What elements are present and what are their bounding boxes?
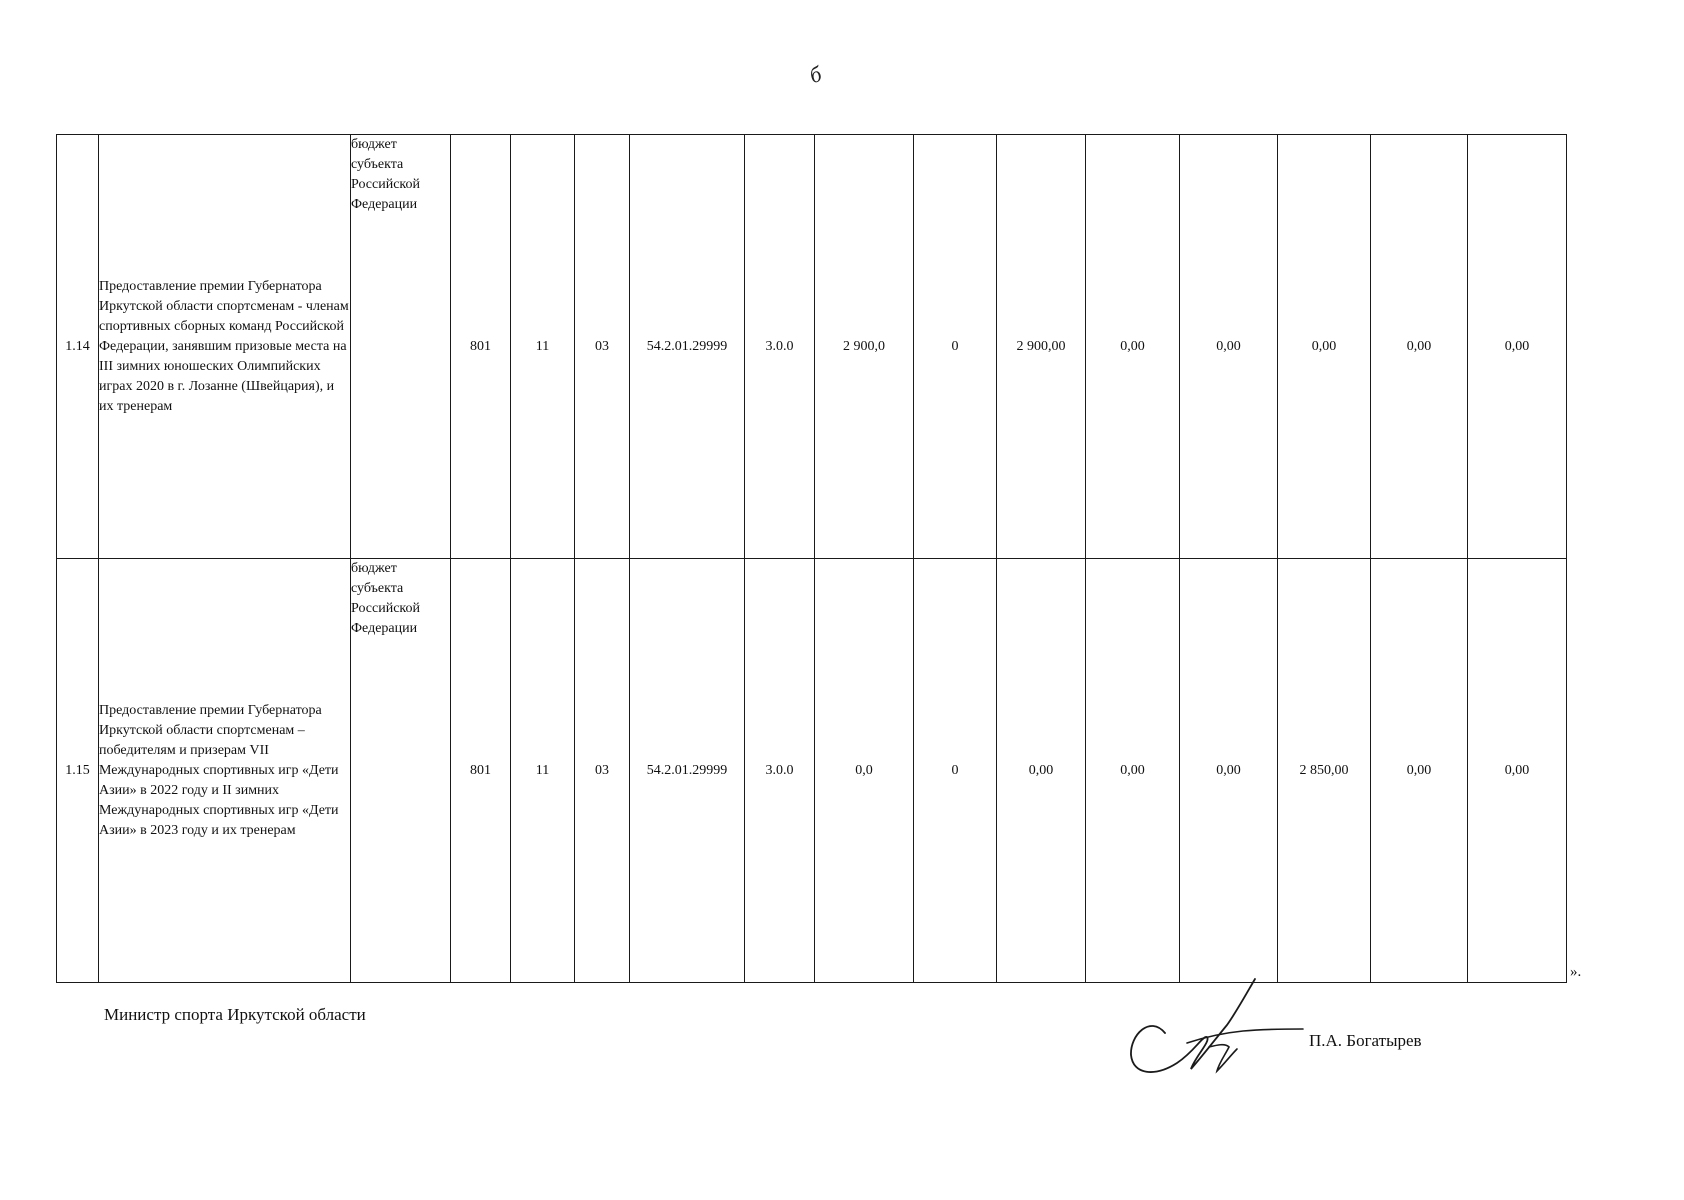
amount-cell: 2 900,0 — [815, 135, 914, 559]
row-number: 1.14 — [57, 135, 99, 559]
amount-cell: 0,00 — [1180, 135, 1278, 559]
amount-cell: 0,00 — [1086, 559, 1180, 983]
amount-cell: 2 900,00 — [997, 135, 1086, 559]
amount-cell: 0,00 — [997, 559, 1086, 983]
amount-cell: 0,00 — [1086, 135, 1180, 559]
amount-cell: 0,00 — [1371, 559, 1468, 983]
amount-cell: 0,00 — [1468, 559, 1567, 983]
amount-cell: 0,00 — [1468, 135, 1567, 559]
amount-cell: 0 — [914, 135, 997, 559]
grbs-code: 801 — [451, 559, 511, 983]
section-code: 11 — [511, 135, 575, 559]
amount-cell: 0 — [914, 559, 997, 983]
subsection-code: 03 — [575, 559, 630, 983]
amount-cell: 0,00 — [1371, 135, 1468, 559]
event-description: Предоставление премии Губернатора Иркутской области спортсменам - членам спортивных сборных команд Российской Федерации, занявшим призовые места на III зимних юношеских Олимпийских играх 2020 в г. Лозанне (Швейцария), и их тренерам — [99, 135, 351, 559]
amount-cell: 0,00 — [1180, 559, 1278, 983]
grbs-code: 801 — [451, 135, 511, 559]
closing-quote: ». — [1570, 964, 1582, 980]
amount-cell: 2 850,00 — [1278, 559, 1371, 983]
table-row — [57, 135, 1567, 559]
event-description: Предоставление премии Губернатора Иркутской области спортсменам – победителям и призерам VII Международных спортивных игр «Дети Азии» в 2022 году и II зимних Международных спортивных игр «Дети Азии» в 2023 году и их тренерам — [99, 559, 351, 983]
minister-title: Министр спорта Иркутской области — [104, 1005, 366, 1024]
subsection-code: 03 — [575, 135, 630, 559]
table-row — [57, 559, 1567, 983]
funding-source: бюджет субъекта Российской Федерации — [351, 559, 451, 983]
budget-table — [56, 134, 1567, 983]
funding-source: бюджет субъекта Российской Федерации — [351, 135, 451, 559]
amount-cell: 0,0 — [815, 559, 914, 983]
amount-cell: 0,00 — [1278, 135, 1371, 559]
page-number-mark: б — [805, 60, 825, 89]
target-article-code: 54.2.01.29999 — [630, 135, 745, 559]
row-number: 1.15 — [57, 559, 99, 983]
target-article-code: 54.2.01.29999 — [630, 559, 745, 983]
expense-type-code: 3.0.0 — [745, 135, 815, 559]
handwritten-signature — [1125, 975, 1305, 1090]
expense-type-code: 3.0.0 — [745, 559, 815, 983]
section-code: 11 — [511, 559, 575, 983]
signer-name: П.А. Богатырев — [1309, 1031, 1422, 1050]
